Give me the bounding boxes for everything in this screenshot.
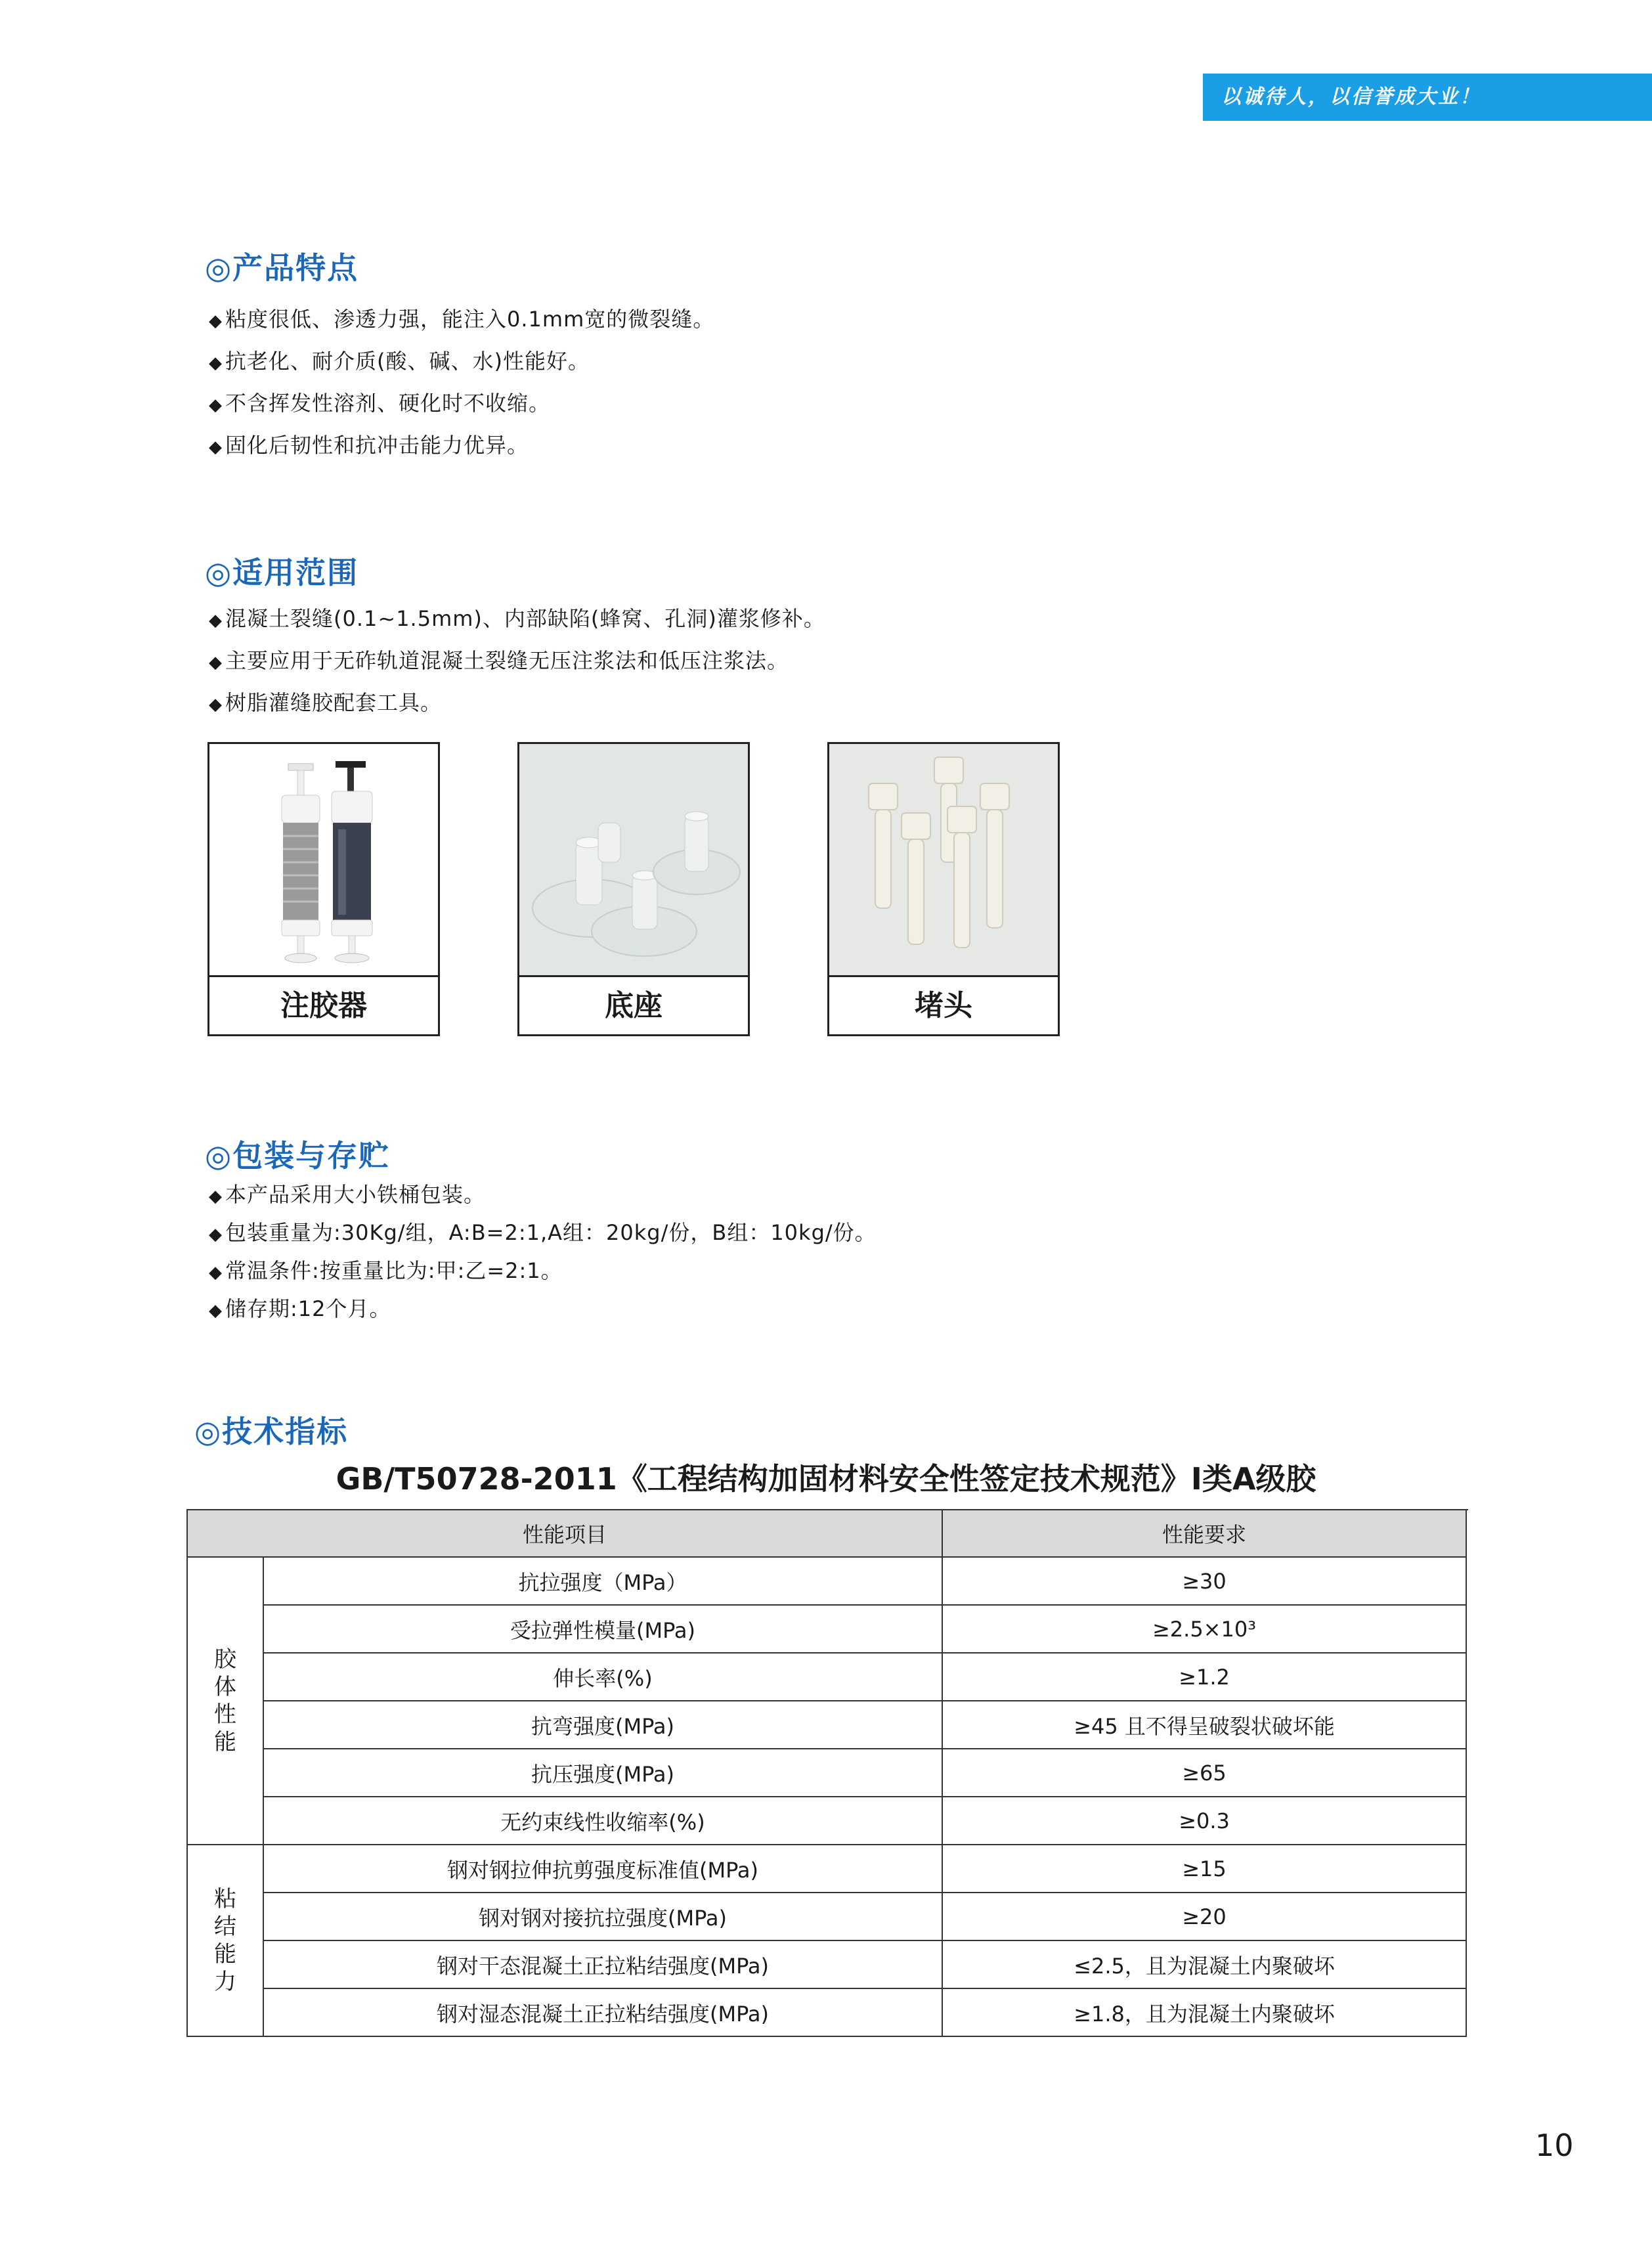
table-cell-item: 钢对钢拉伸抗剪强度标准值(MPa) — [264, 1845, 943, 1893]
section-title-packaging: ◎包装与存贮 — [205, 1138, 391, 1173]
table-cell-value: ≥0.3 — [943, 1797, 1467, 1845]
list-item: ◆ 主要应用于无砟轨道混凝土裂缝无压注浆法和低压注浆法。 — [209, 648, 789, 673]
list-item: ◆ 抗老化、耐介质(酸、碱、水)性能好。 — [209, 349, 590, 374]
scope-list — [209, 598, 825, 724]
base-image — [519, 744, 748, 977]
bullet-diamond-icon: ◆ — [209, 1187, 223, 1206]
table-cell-item: 钢对湿态混凝土正拉粘结强度(MPa) — [264, 1989, 943, 2037]
table-cell-item: 抗弯强度(MPa) — [264, 1701, 943, 1749]
list-item: ◆ 树脂灌缝胶配套工具。 — [209, 690, 443, 715]
bullet-diamond-icon: ◆ — [209, 695, 223, 714]
list-item: ◆ 包装重量为:30Kg/组，A:B=2:1,A组：20kg/份，B组：10kg/份。 — [209, 1220, 877, 1245]
list-item: ◆ 不含挥发性溶剂、硬化时不收缩。 — [209, 391, 551, 416]
slogan-banner: 以诚待人，以信誉成大业！ — [1203, 74, 1652, 121]
table-group-label — [188, 1845, 264, 2037]
tool-card-injector — [207, 742, 440, 1036]
table-cell-value: ≥65 — [943, 1749, 1467, 1797]
table-cell-value: ≥1.2 — [943, 1654, 1467, 1701]
table-cell-value: ≥15 — [943, 1845, 1467, 1893]
bullet-diamond-icon: ◆ — [209, 653, 223, 672]
table-cell-item: 抗压强度(MPa) — [264, 1749, 943, 1797]
bullet-diamond-icon: ◆ — [209, 437, 223, 457]
section-title-spec: ◎技术指标 — [194, 1414, 349, 1449]
bullet-diamond-icon: ◆ — [209, 353, 223, 373]
list-item: ◆ 混凝土裂缝(0.1~1.5mm)、内部缺陷(蜂窝、孔洞)灌浆修补。 — [209, 606, 825, 631]
list-item: ◆ 粘度很低、渗透力强，能注入0.1mm宽的微裂缝。 — [209, 307, 715, 332]
group-name: 胶体性能 — [214, 1646, 236, 1755]
list-item: ◆ 常温条件:按重量比为:甲:乙=2:1。 — [209, 1258, 563, 1283]
features-list — [209, 298, 714, 466]
tool-card-base — [517, 742, 750, 1036]
list-item: ◆ 本产品采用大小铁桶包装。 — [209, 1182, 486, 1207]
list-item: ◆ 储存期:12个月。 — [209, 1296, 391, 1321]
bullet-diamond-icon: ◆ — [209, 611, 223, 630]
packaging-list — [209, 1175, 877, 1328]
plug-image — [829, 744, 1058, 977]
table-group-label — [188, 1558, 264, 1845]
spec-table — [186, 1509, 1468, 2037]
table-header-item: 性能项目 — [188, 1510, 943, 1558]
injector-image — [209, 744, 438, 977]
table-cell-item: 钢对干态混凝土正拉粘结强度(MPa) — [264, 1941, 943, 1989]
bullet-diamond-icon: ◆ — [209, 311, 223, 331]
bullet-diamond-icon: ◆ — [209, 395, 223, 415]
section-title-features: ◎产品特点 — [205, 250, 359, 286]
table-cell-value: ≥1.8，且为混凝土内聚破坏 — [943, 1989, 1467, 2037]
tool-card-label: 注胶器 — [280, 989, 367, 1022]
tool-card-label: 堵头 — [915, 989, 972, 1022]
table-cell-value: ≥45 且不得呈破裂状破坏能 — [943, 1701, 1467, 1749]
table-header-requirement: 性能要求 — [943, 1510, 1467, 1558]
page-number: 10 — [1535, 2128, 1574, 2163]
table-cell-item: 无约束线性收缩率(%) — [264, 1797, 943, 1845]
bullet-diamond-icon: ◆ — [209, 1263, 223, 1282]
bullet-diamond-icon: ◆ — [209, 1225, 223, 1244]
table-cell-value: ≤2.5，且为混凝土内聚破坏 — [943, 1941, 1467, 1989]
table-cell-item: 钢对钢对接抗拉强度(MPa) — [264, 1893, 943, 1941]
table-title: GB/T50728-2011《工程结构加固材料安全性签定技术规范》I类A级胶 — [336, 1461, 1316, 1497]
group-name: 粘结能力 — [214, 1886, 236, 1995]
table-cell-item: 受拉弹性模量(MPa) — [264, 1606, 943, 1654]
tool-card-label: 底座 — [605, 989, 663, 1022]
table-cell-item: 伸长率(%) — [264, 1654, 943, 1701]
tool-card-plug — [827, 742, 1060, 1036]
table-cell-value: ≥20 — [943, 1893, 1467, 1941]
list-item: ◆ 固化后韧性和抗冲击能力优异。 — [209, 433, 529, 458]
table-cell-value: ≥30 — [943, 1558, 1467, 1606]
section-title-scope: ◎适用范围 — [205, 555, 359, 590]
table-cell-value: ≥2.5×10³ — [943, 1606, 1467, 1654]
bullet-diamond-icon: ◆ — [209, 1301, 223, 1321]
table-cell-item: 抗拉强度（MPa） — [264, 1558, 943, 1606]
